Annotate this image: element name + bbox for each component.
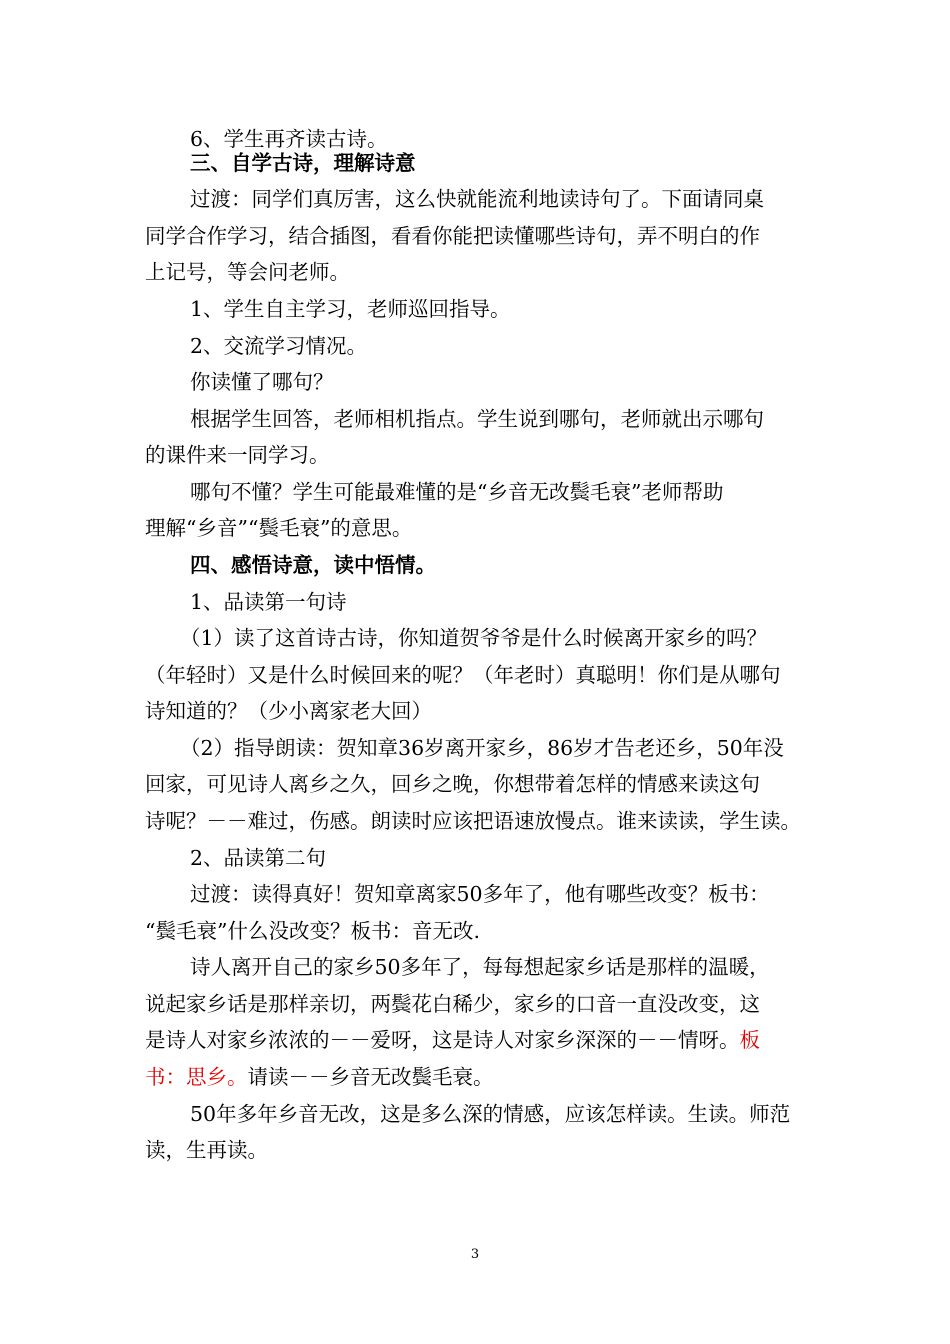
text-line xyxy=(0,952,950,982)
text-line xyxy=(0,1062,950,1092)
line-text: 2、交流学习情况。 xyxy=(190,334,368,358)
line-text: 1、品读第一句诗 xyxy=(190,590,347,614)
line-text: 诗呢？－－难过，伤感。朗读时应该把语速放慢点。谁来读读，学生读。 xyxy=(145,809,801,833)
text-line xyxy=(0,221,950,251)
line-text: 根据学生回答，老师相机指点。学生说到哪句，老师就出示哪句 xyxy=(190,407,764,431)
line-text: 1、学生自主学习，老师巡回指导。 xyxy=(190,297,511,321)
line-text: 读，生再读。 xyxy=(145,1138,268,1162)
text-line xyxy=(0,843,950,873)
line-text: 2、品读第二句 xyxy=(190,846,327,870)
text-line xyxy=(0,587,950,617)
line-text: 诗知道的？（少小离家老大回） xyxy=(145,699,432,723)
text-line xyxy=(0,477,950,507)
line-text: 四、感悟诗意，读中悟情。 xyxy=(190,553,436,577)
line-text: 哪句不懂？学生可能最难懂的是“乡音无改鬓毛衰”老师帮助 xyxy=(190,480,724,504)
page-number: 3 xyxy=(470,1247,480,1262)
line-text: 6、学生再齐读古诗。 xyxy=(190,127,388,151)
line-text: 过渡：读得真好！贺知章离家50多年了，他有哪些改变？板书： xyxy=(190,882,770,906)
red-annotation: 书：思乡。 xyxy=(145,1065,248,1089)
section-heading xyxy=(0,148,950,178)
text-line xyxy=(0,733,950,763)
line-text: 你读懂了哪句？ xyxy=(190,370,334,394)
line-text: “鬓毛衰”什么没改变？板书：音无改. xyxy=(145,919,480,943)
text-line xyxy=(0,440,950,470)
text-line xyxy=(0,513,950,543)
text-line xyxy=(0,989,950,1019)
line-text: （2）指导朗读：贺知章36岁离开家乡，86岁才告老还乡，50年没 xyxy=(180,736,784,760)
line-text: 理解“乡音”“鬓毛衰”的意思。 xyxy=(145,516,413,540)
text-line xyxy=(0,1099,950,1129)
text-line xyxy=(0,184,950,214)
line-text: 请读－－乡音无改鬓毛衰。 xyxy=(247,1065,494,1089)
text-line xyxy=(0,331,950,361)
text-line xyxy=(0,1025,950,1055)
text-line xyxy=(0,1135,950,1165)
line-text: 是诗人对家乡浓浓的－－爱呀，这是诗人对家乡深深的－－情呀。 xyxy=(145,1028,740,1052)
text-line xyxy=(0,696,950,726)
text-line xyxy=(0,294,950,324)
text-line xyxy=(0,367,950,397)
line-text: 过渡：同学们真厉害，这么快就能流利地读诗句了。下面请同桌 xyxy=(190,187,764,211)
line-text: （1）读了这首诗古诗，你知道贺爷爷是什么时候离开家乡的吗？ xyxy=(180,626,768,650)
line-text: 三、自学古诗，理解诗意 xyxy=(190,151,416,175)
section-heading xyxy=(0,550,950,580)
line-text: 同学合作学习，结合插图，看看你能把读懂哪些诗句，弄不明白的作 xyxy=(145,224,760,248)
line-text: 的课件来一同学习。 xyxy=(145,443,330,467)
text-line xyxy=(0,404,950,434)
line-text: 上记号，等会问老师。 xyxy=(145,260,350,284)
text-line xyxy=(0,879,950,909)
text-line xyxy=(0,769,950,799)
line-text: 说起家乡话是那样亲切，两鬓花白稀少，家乡的口音一直没改变，这 xyxy=(145,992,760,1016)
text-line xyxy=(0,623,950,653)
red-annotation: 板 xyxy=(739,1028,760,1052)
text-line xyxy=(0,806,950,836)
line-text: 回家，可见诗人离乡之久，回乡之晚，你想带着怎样的情感来读这句 xyxy=(145,772,760,796)
text-line xyxy=(0,660,950,690)
line-text: 50年多年乡音无改，这是多么深的情感，应该怎样读。生读。师范 xyxy=(190,1102,791,1126)
text-line xyxy=(0,257,950,287)
line-text: 诗人离开自己的家乡50多年了，每每想起家乡话是那样的温暖， xyxy=(190,955,770,979)
line-text: （年轻时）又是什么时候回来的呢？（年老时）真聪明！你们是从哪句 xyxy=(145,663,781,687)
text-line xyxy=(0,916,950,946)
